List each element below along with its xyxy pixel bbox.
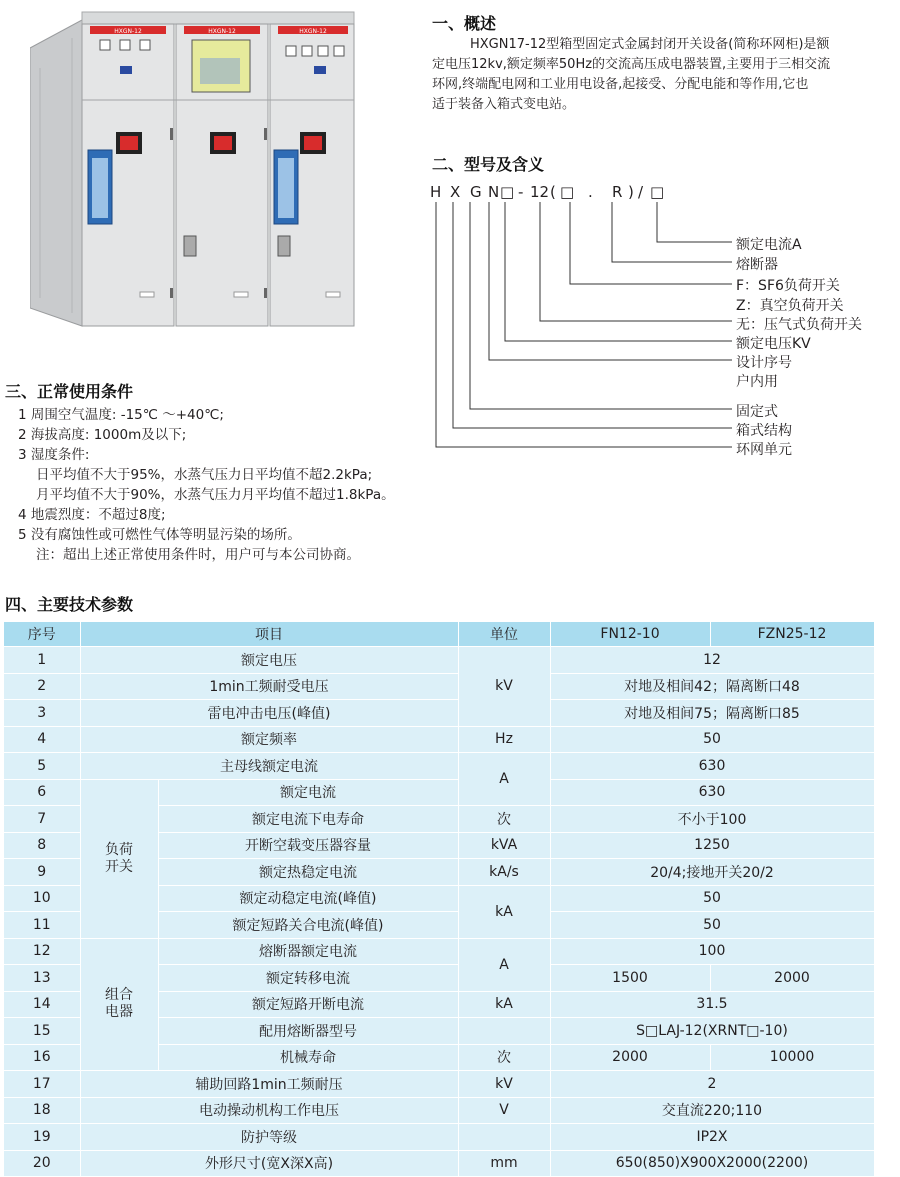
row-unit: kV: [458, 1071, 550, 1098]
row-value: 12: [550, 647, 874, 674]
header-item: 项目: [80, 622, 458, 647]
code-label-rated-voltage: 额定电压KV: [736, 336, 811, 352]
group-load-switch: [80, 779, 158, 938]
row-item: 防护等级: [80, 1124, 458, 1151]
code-label-fixed: 固定式: [736, 404, 778, 420]
overview-line: 环网,终端配电网和工业用电设备,起接受、分配电能和等作用,它也: [432, 77, 809, 92]
table-row: [4, 938, 874, 965]
row-item: 熔断器额定电流: [158, 938, 458, 965]
row-value: 630: [550, 753, 874, 780]
row-unit: kA: [458, 991, 550, 1018]
row-item: 电动操动机构工作电压: [80, 1097, 458, 1124]
code-label-rated-current: 额定电流A: [736, 237, 802, 253]
row-value: 100: [550, 938, 874, 965]
table-row: [4, 1124, 874, 1151]
code-char: 12: [530, 183, 550, 201]
row-no: 11: [4, 912, 80, 939]
row-unit: Hz: [458, 726, 550, 753]
row-unit: 次: [458, 806, 550, 833]
row-no: 14: [4, 991, 80, 1018]
row-no: 20: [4, 1150, 80, 1177]
leader-line: [505, 202, 732, 341]
row-unit: kV: [458, 647, 550, 727]
table-row: [4, 726, 874, 753]
row-value: 630: [550, 779, 874, 806]
row-no: 4: [4, 726, 80, 753]
code-char: □: [560, 183, 575, 201]
row-item: 机械寿命: [158, 1044, 458, 1071]
group-combined: [80, 938, 158, 1071]
overview-line: 适于装备入箱式变电站。: [432, 97, 576, 112]
group-load-switch-label: 负荷 开关: [105, 841, 133, 875]
condition-temperature: 1 周围空气温度: -15℃ ～+40℃;: [18, 407, 224, 423]
row-item: 雷电冲击电压(峰值): [80, 700, 458, 727]
header-fzn25: FZN25-12: [710, 622, 874, 647]
code-label-ring-unit: 环网单元: [736, 442, 792, 458]
row-value: IP2X: [550, 1124, 874, 1151]
section3-title: 三、正常使用条件: [5, 382, 134, 401]
group-combined-label: 组合 电器: [105, 987, 133, 1021]
row-value: 20/4;接地开关20/2: [550, 859, 874, 886]
header-unit: 单位: [458, 622, 550, 647]
row-value: 不小于100: [550, 806, 874, 833]
row-value: 50: [550, 885, 874, 912]
row-item: 额定转移电流: [158, 965, 458, 992]
code-label-fuse: 熔断器: [736, 257, 778, 273]
row-no: 12: [4, 938, 80, 965]
leader-line: [570, 202, 732, 284]
row-value: 交直流220;110: [550, 1097, 874, 1124]
row-item: 额定动稳定电流(峰值): [158, 885, 458, 912]
row-value: 31.5: [550, 991, 874, 1018]
condition-line: [18, 405, 395, 565]
row-item: 额定电流下电寿命: [158, 806, 458, 833]
row-item: 外形尺寸(宽X深X高): [80, 1150, 458, 1177]
row-value-fn12: 2000: [550, 1044, 710, 1071]
leader-line: [436, 202, 732, 447]
row-no: 8: [4, 832, 80, 859]
code-char: .: [588, 183, 593, 201]
row-no: 6: [4, 779, 80, 806]
condition-seismic: 4 地震烈度：不超过8度;: [18, 507, 166, 523]
row-item: 额定短路开断电流: [158, 991, 458, 1018]
row-item: 1min工频耐受电压: [80, 673, 458, 700]
table-row: [4, 700, 874, 727]
table-header-row: [4, 622, 874, 647]
leader-line: [489, 202, 732, 360]
row-value: S□LAJ-12(XRNT□-10): [550, 1018, 874, 1045]
row-item: 主母线额定电流: [80, 753, 458, 780]
condition-pollution: 5 没有腐蚀性或可燃性气体等明显污染的场所。: [18, 527, 301, 543]
row-value-fzn25: 10000: [710, 1044, 874, 1071]
code-char: □: [500, 183, 515, 201]
code-label-indoor: 户内用: [736, 374, 778, 390]
row-item: 辅助回路1min工频耐压: [80, 1071, 458, 1098]
nameplate-1: HXGN-12: [114, 28, 142, 35]
code-label-box-structure: 箱式结构: [736, 423, 792, 439]
code-label-sf6: F：SF6负荷开关: [736, 278, 840, 294]
row-item: 配用熔断器型号: [158, 1018, 458, 1045]
row-no: 17: [4, 1071, 80, 1098]
row-no: 18: [4, 1097, 80, 1124]
condition-humidity-daily: 日平均值不大于95%，水蒸气压力日平均值不超2.2kPa;: [36, 467, 373, 483]
nameplate-3: HXGN-12: [299, 28, 327, 35]
code-char: -: [518, 183, 524, 201]
row-value: 650(850)X900X2000(2200): [550, 1150, 874, 1177]
condition-note: 注：超出上述正常使用条件时，用户可与本公司协商。: [36, 547, 360, 563]
row-unit: 次: [458, 1044, 550, 1071]
table-row: [4, 753, 874, 780]
overview-line: 定电压12kv,额定频率50Hz的交流高压成电器装置,主要用于三相交流: [432, 57, 831, 72]
section4-title: 四、主要技术参数: [5, 595, 134, 614]
row-no: 15: [4, 1018, 80, 1045]
tech-params-table: [4, 622, 875, 1177]
code-label-design-serial: 设计序号: [736, 355, 792, 371]
header-fn12: FN12-10: [550, 622, 710, 647]
row-no: 2: [4, 673, 80, 700]
code-char: (: [550, 183, 556, 201]
row-no: 16: [4, 1044, 80, 1071]
code-label-vacuum: Z：真空负荷开关: [736, 298, 844, 314]
row-value: 2: [550, 1071, 874, 1098]
row-unit: kVA: [458, 832, 550, 859]
leader-line: [453, 202, 732, 428]
row-item: 额定电压: [80, 647, 458, 674]
code-label-air: 无：压气式负荷开关: [736, 317, 862, 333]
header-no: 序号: [4, 622, 80, 647]
overview-line: HXGN17-12型箱型固定式金属封闭开关设备(简称环网柜)是额: [470, 37, 830, 52]
row-item: 开断空载变压器容量: [158, 832, 458, 859]
row-no: 5: [4, 753, 80, 780]
code-char: N: [488, 183, 500, 201]
row-item: 额定电流: [158, 779, 458, 806]
condition-altitude: 2 海拔高度: 1000m及以下;: [18, 427, 187, 443]
table-row: [4, 1097, 874, 1124]
code-char: ): [628, 183, 634, 201]
row-value: 1250: [550, 832, 874, 859]
condition-humidity: 3 湿度条件:: [18, 447, 90, 463]
row-no: 10: [4, 885, 80, 912]
leader-line: [612, 202, 732, 262]
code-char: X: [450, 183, 461, 201]
row-unit: A: [458, 938, 550, 991]
code-char: /: [638, 183, 644, 201]
row-no: 13: [4, 965, 80, 992]
row-item: 额定热稳定电流: [158, 859, 458, 886]
code-char: R: [612, 183, 623, 201]
row-item: 额定频率: [80, 726, 458, 753]
row-no: 1: [4, 647, 80, 674]
row-value: 50: [550, 912, 874, 939]
code-char: G: [470, 183, 482, 201]
row-no: 19: [4, 1124, 80, 1151]
row-value: 50: [550, 726, 874, 753]
table-row: [4, 779, 874, 806]
table-row: [4, 647, 874, 674]
code-char: □: [650, 183, 665, 201]
leader-line: [470, 202, 732, 409]
row-unit-empty: [458, 1018, 550, 1045]
row-unit: kA/s: [458, 859, 550, 886]
section1-title: 一、概述: [432, 14, 497, 33]
condition-humidity-monthly: 月平均值不大于90%，水蒸气压力月平均值不超过1.8kPa。: [36, 487, 395, 503]
table-row: [4, 1071, 874, 1098]
row-unit: mm: [458, 1150, 550, 1177]
row-value: 对地及相间75；隔离断口85: [550, 700, 874, 727]
row-unit: V: [458, 1097, 550, 1124]
table-row: [4, 1150, 874, 1177]
row-no: 7: [4, 806, 80, 833]
row-value-fn12: 1500: [550, 965, 710, 992]
section2-title: 二、型号及含义: [432, 155, 545, 174]
row-value-fzn25: 2000: [710, 965, 874, 992]
row-unit-empty: [458, 1124, 550, 1151]
row-no: 9: [4, 859, 80, 886]
row-no: 3: [4, 700, 80, 727]
row-item: 额定短路关合电流(峰值): [158, 912, 458, 939]
row-unit: A: [458, 753, 550, 806]
row-unit: kA: [458, 885, 550, 938]
table-row: [4, 673, 874, 700]
nameplate-2: HXGN-12: [208, 28, 236, 35]
leader-line: [657, 202, 732, 242]
code-char: H: [430, 183, 442, 201]
row-value: 对地及相间42；隔离断口48: [550, 673, 874, 700]
